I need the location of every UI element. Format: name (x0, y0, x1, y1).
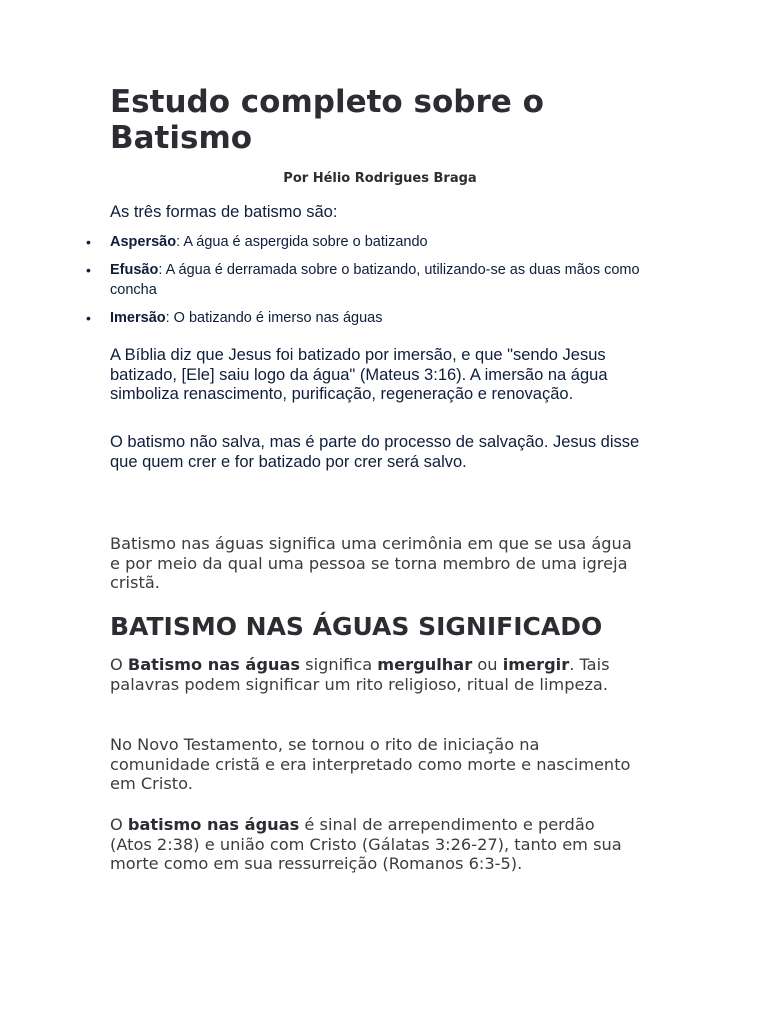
form-description: : A água é derramada sobre o batizando, utilizando-se as duas mãos como concha (110, 262, 640, 298)
author-line: Por Hélio Rodrigues Braga (283, 171, 477, 186)
list-item (110, 260, 650, 300)
form-description: : A água é aspergida sobre o batizando (176, 234, 428, 250)
bold-term: imergir (502, 655, 570, 674)
form-term: Efusão (110, 262, 159, 278)
form-term: Aspersão (110, 234, 177, 250)
text-run: ou (472, 655, 503, 674)
definition-paragraph (110, 655, 640, 694)
forms-intro: As três formas de batismo são: (110, 203, 338, 221)
text-run: é sinal de arrependimento e perdão (Atos 2:38) e união com Cristo (Gálatas 3:26-27), tanto em sua morte como em sua ressurreição (Romanos 6:3-5). (110, 815, 622, 873)
list-item (110, 308, 650, 328)
salvation-paragraph: O batismo não salva, mas é parte do processo de salvação. Jesus disse que quem crer e for batizado por crer será salvo. (110, 433, 640, 471)
form-term: Imersão (110, 310, 166, 326)
bold-term: Batismo nas águas (127, 655, 301, 674)
bold-term: mergulhar (377, 655, 473, 674)
bold-term: batismo nas águas (127, 815, 300, 834)
meaning-paragraph: Batismo nas águas significa uma cerimônia em que se usa água e por meio da qual uma pessoa se torna membro de uma igreja cristã. (110, 534, 632, 592)
bible-paragraph: A Bíblia diz que Jesus foi batizado por imersão, e que "sendo Jesus batizado, [Ele] saiu logo da água" (Mateus 3:16). A imersão na água simboliza renascimento, purificação, regeneração e renovação. (110, 346, 608, 403)
text-run: O (110, 815, 128, 834)
document-title: Estudo completo sobre o Batismo (110, 84, 544, 156)
sign-paragraph (110, 815, 640, 874)
new-testament-paragraph: No Novo Testamento, se tornou o rito de iniciação na comunidade cristã e era interpretado como morte e nascimento em Cristo. (110, 735, 631, 793)
text-run: significa (300, 655, 378, 674)
section-heading: BATISMO NAS ÁGUAS SIGNIFICADO (110, 612, 603, 641)
text-run: . Tais palavras podem significar um rito religioso, ritual de limpeza. (110, 655, 610, 694)
text-run: O (110, 655, 128, 674)
baptism-forms-list (110, 232, 650, 336)
list-item (110, 232, 650, 252)
form-description: : O batizando é imerso nas águas (165, 310, 383, 326)
